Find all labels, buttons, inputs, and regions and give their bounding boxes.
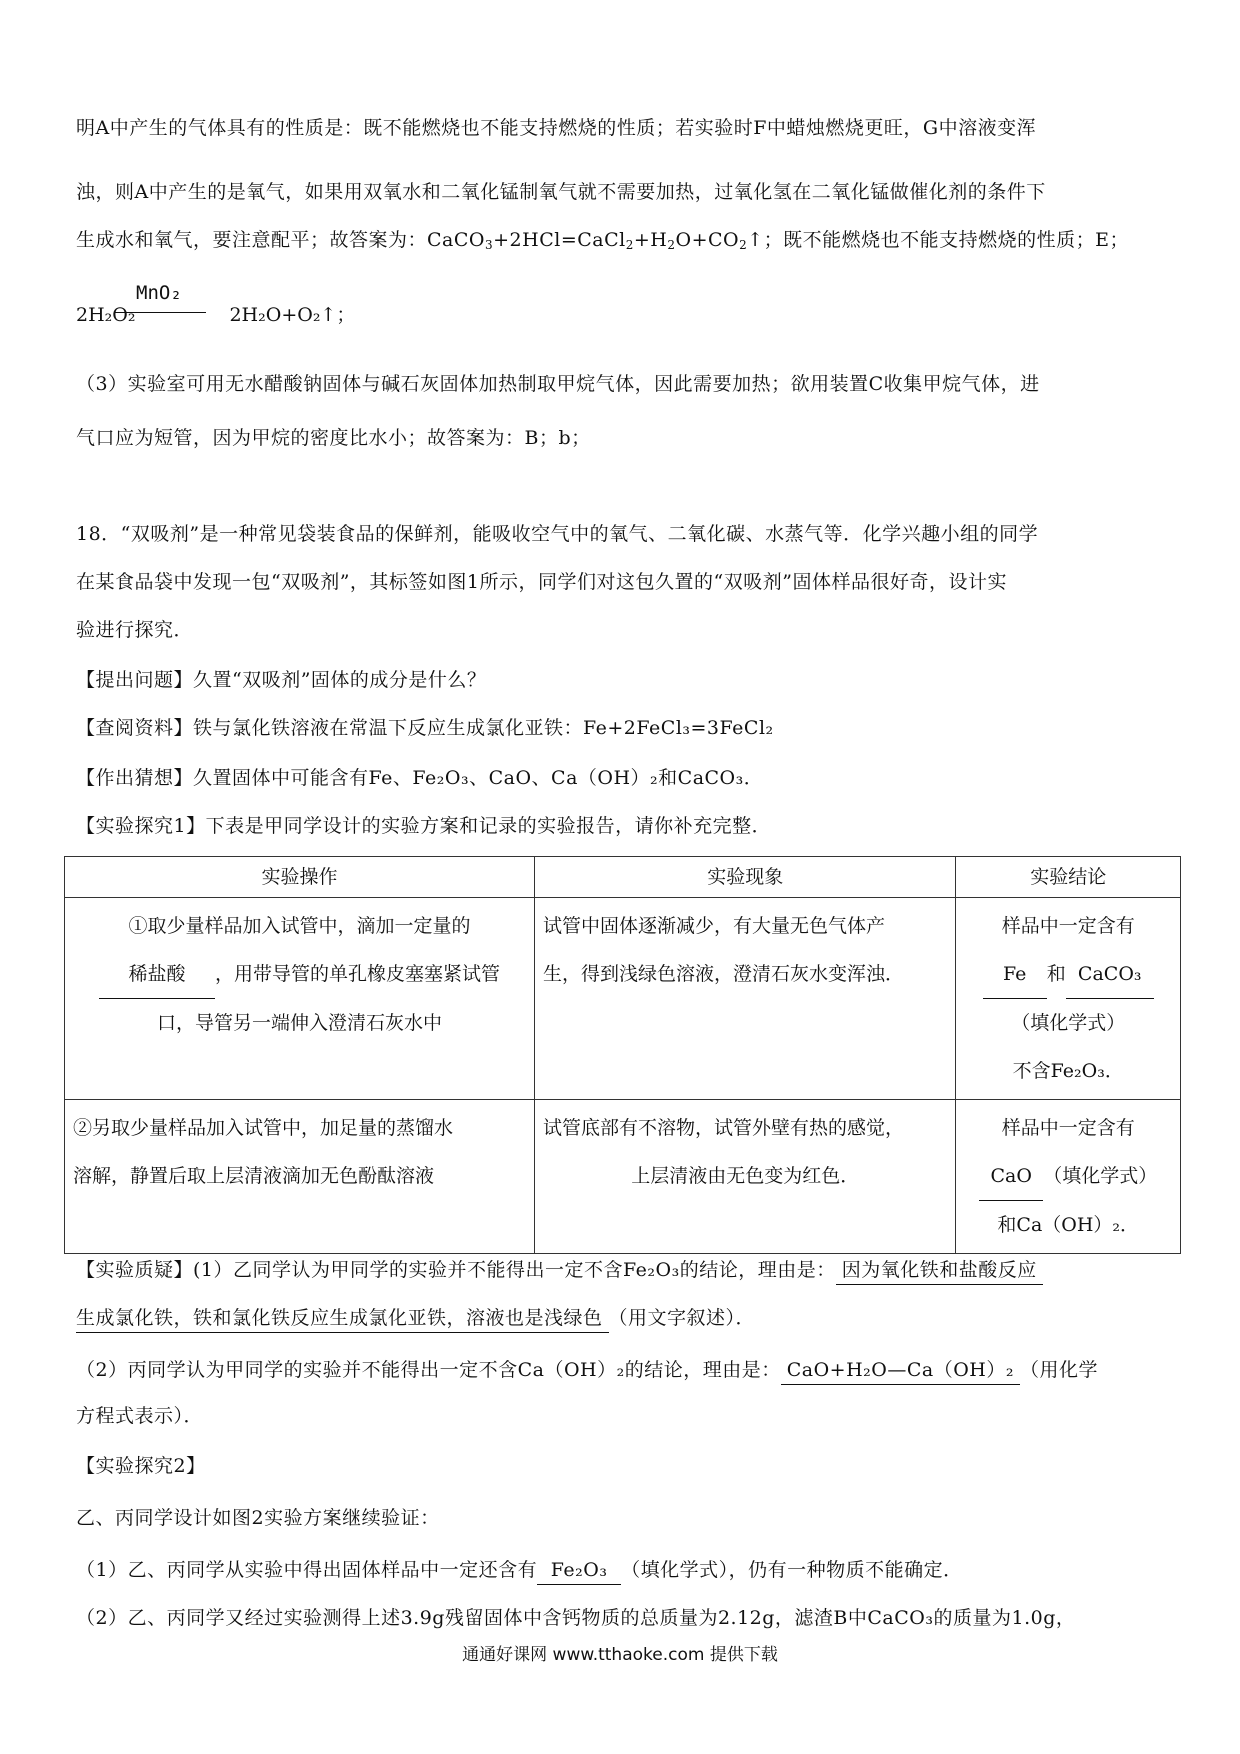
answer-line-3-c: +H	[633, 229, 668, 251]
row2-op-b: 溶解，静置后取上层清液滴加无色酚酞溶液	[73, 1165, 435, 1187]
explore2-p1	[76, 1556, 963, 1585]
q18-guess: 【作出猜想】久置固体中可能含有Fe、Fe₂O₃、CaO、Ca（OH）₂和CaCO₃．	[76, 767, 764, 789]
header-phenomenon: 实验现象	[535, 857, 956, 898]
row2-op-a: ②另取少量样品加入试管中，加足量的蒸馏水	[73, 1117, 454, 1139]
explore2-p1-blank: Fe₂O₃	[537, 1556, 621, 1585]
row1-op-b: ，用带导管的单孔橡皮塞塞紧试管	[215, 963, 501, 985]
doubt-3-blank: CaO+H₂O—Ca（OH）₂	[781, 1356, 1020, 1385]
row2-con-c: 和Ca（OH）₂．	[997, 1214, 1140, 1236]
row1-con-blank2: CaCO₃	[1066, 950, 1154, 999]
doubt-3-b: （用化学	[1019, 1359, 1098, 1381]
row2-conclusion	[956, 1100, 1181, 1254]
row1-con-d: 不含Fe₂O₃．	[1012, 1060, 1124, 1082]
explore2-intro: 乙、丙同学设计如图2实验方案继续验证：	[76, 1507, 440, 1529]
part3-line-1: （3）实验室可用无水醋酸钠固体与碱石灰固体加热制取甲烷气体，因此需要加热；欲用装置C收集甲烷气体，进	[76, 373, 1040, 395]
q18-line-1: 18．“双吸剂”是一种常见袋装食品的保鲜剂，能吸收空气中的氧气、二氧化碳、水蒸气等．化学兴趣小组的同学	[76, 523, 1039, 545]
row1-con-blank1: Fe	[983, 950, 1047, 999]
row1-phenomenon	[535, 898, 956, 1100]
answer-line-3: 生成水和氧气，要注意配平；故答案为：$CaCO_3+2HCl=CaCl_2+H_2O+CO_2↑$；既不能燃烧也不能支持燃烧的性质；E；	[76, 229, 1130, 252]
equation	[76, 300, 355, 327]
row1-con-and: 和	[1046, 963, 1066, 985]
equation-catalyst: MnO₂	[136, 282, 182, 304]
doubt-2-b: （用文字叙述）．	[608, 1307, 756, 1329]
row2-con-a: 样品中一定含有	[1001, 1117, 1135, 1139]
doubt-line-4: 方程式表示）．	[76, 1405, 204, 1427]
answer-line-3-d: O+CO	[675, 229, 740, 251]
row1-ph-b: 生，得到浅绿色溶液，澄清石灰水变浑浊．	[543, 963, 905, 985]
q18-reference: 【查阅资料】铁与氯化铁溶液在常温下反应生成氯化亚铁：Fe+2FeCl₃=3FeCl₂	[76, 717, 774, 739]
table-header-row	[65, 857, 1181, 898]
explore2-p1-b: （填化学式），仍有一种物质不能确定．	[621, 1559, 963, 1581]
explore2-title: 【实验探究2】	[76, 1455, 206, 1477]
answer-line-2: 浊，则A中产生的是氧气，如果用双氧水和二氧化锰制氧气就不需要加热，过氧化氢在二氧化锰做催化剂的条件下	[76, 181, 1046, 203]
explore2-p2: （2）乙、丙同学又经过实验测得上述3.9g残留固体中含钙物质的总质量为2.12g，滤渣B中CaCO₃的质量为1.0g，	[76, 1607, 1076, 1629]
row1-op-a: ①取少量样品加入试管中，滴加一定量的	[128, 915, 471, 937]
answer-line-3-a: 生成水和氧气，要注意配平；故答案为：CaCO	[76, 229, 485, 251]
answer-line-3-e: ↑；既不能燃烧也不能支持燃烧的性质；E；	[747, 229, 1130, 251]
row1-op-blank: 稀盐酸	[99, 950, 215, 999]
answer-line-3-b: +2HCl=CaCl	[493, 229, 626, 251]
row1-con-line2	[964, 950, 1172, 999]
row2-ph-b: 上层清液由无色变为红色．	[631, 1165, 860, 1187]
equation-left: 2H₂O₂	[76, 304, 136, 326]
doubt-2-blank: 生成氯化铁，铁和氯化铁反应生成氯化亚铁，溶液也是浅绿色	[76, 1304, 609, 1333]
doubt-line-2	[76, 1304, 755, 1333]
row1-op-c: 口，导管另一端伸入澄清石灰水中	[157, 1012, 443, 1034]
experiment-table	[64, 856, 1181, 1254]
row2-operation	[65, 1100, 535, 1254]
q18-line-3: 验进行探究．	[76, 619, 194, 641]
part3-line-2: 气口应为短管，因为甲烷的密度比水小；故答案为：B；b；	[76, 427, 591, 449]
doubt-1-blank: 因为氧化铁和盐酸反应	[836, 1256, 1043, 1285]
header-conclusion: 实验结论	[956, 857, 1181, 898]
row1-op-line2	[73, 950, 526, 999]
row2-ph-a: 试管底部有不溶物，试管外壁有热的感觉，	[543, 1117, 905, 1139]
row1-con-c: （填化学式）	[1011, 1012, 1126, 1034]
row2-con-line2	[964, 1152, 1172, 1201]
row1-operation	[65, 898, 535, 1100]
q18-line-2: 在某食品袋中发现一包“双吸剂”，其标签如图1所示，同学们对这包久置的“双吸剂”固体样品很好奇，设计实	[76, 571, 1007, 593]
equation-right: 2H₂O+O₂↑；	[229, 304, 356, 326]
doubt-line-3	[76, 1356, 1098, 1385]
row1-conclusion	[956, 898, 1181, 1100]
row1-con-a: 样品中一定含有	[1001, 915, 1135, 937]
row2-phenomenon	[535, 1100, 956, 1254]
table-row	[65, 898, 1181, 1100]
doubt-3-a: （2）丙同学认为甲同学的实验并不能得出一定不含Ca（OH）₂的结论，理由是：	[76, 1359, 781, 1381]
row2-con-b: （填化学式）	[1043, 1165, 1158, 1187]
doubt-1-a: 【实验质疑】(1）乙同学认为甲同学的实验并不能得出一定不含Fe₂O₃的结论，理由是：	[76, 1259, 836, 1281]
table-row	[65, 1100, 1181, 1254]
header-operation: 实验操作	[65, 857, 535, 898]
page-footer: 通通好课网 www.tthaoke.com 提供下载	[462, 1645, 778, 1665]
doubt-line-1	[76, 1256, 1043, 1285]
row1-ph-a: 试管中固体逐渐减少，有大量无色气体产	[543, 915, 886, 937]
answer-line-1: 明A中产生的气体具有的性质是：既不能燃烧也不能支持燃烧的性质；若实验时F中蜡烛燃烧更旺，G中溶液变浑	[76, 117, 1037, 139]
q18-explore1: 【实验探究1】下表是甲同学设计的实验方案和记录的实验报告，请你补充完整．	[76, 815, 772, 837]
row2-con-blank: CaO	[979, 1152, 1043, 1201]
explore2-p1-a: （1）乙、丙同学从实验中得出固体样品中一定还含有	[76, 1559, 538, 1581]
q18-question: 【提出问题】久置“双吸剂”固体的成分是什么？	[76, 669, 487, 691]
